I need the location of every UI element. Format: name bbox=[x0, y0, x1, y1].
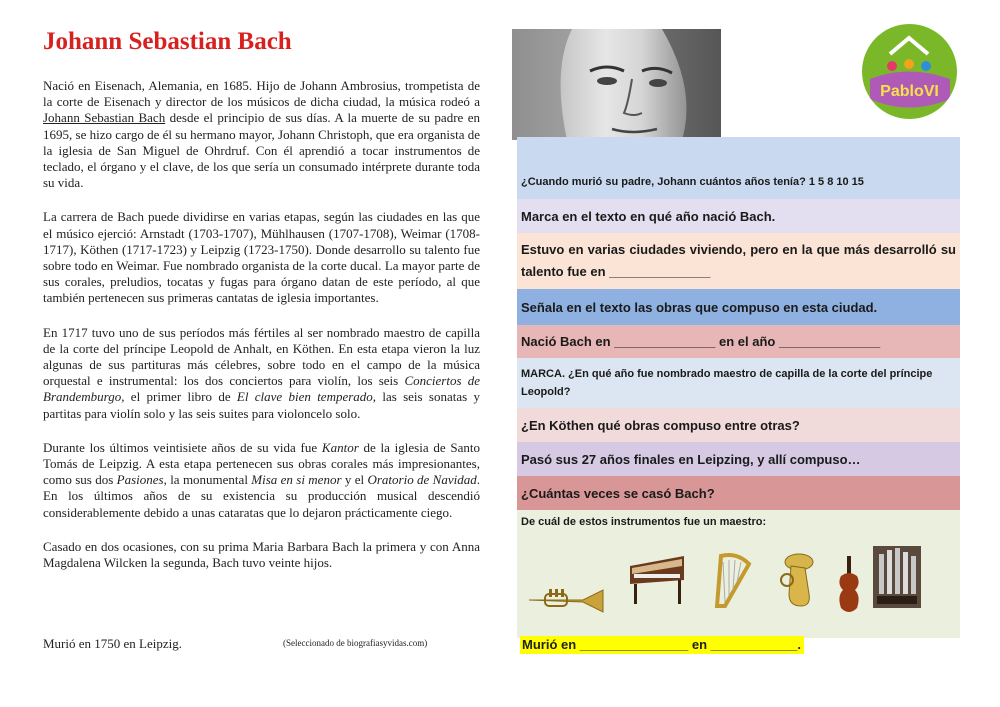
harpsichord-icon[interactable] bbox=[626, 546, 688, 608]
paragraph-2: La carrera de Bach puede dividirse en varias etapas, según las ciudades en las que el músico ejerció: Arnstadt (1703-1707), Mühlhausen (1707-1708), Weimar (1708-1717), Köthen (1717-1723) y Leipzig (1723-1750). Donde desarrollo su talento fue sobre todo en Weimar. Fue nombrado organista de la corte ducal. La mayor parte de sus corales, preludios, tocatas y fugas para órgano datan de este período, al que también pertenecen sus primeras cantatas de iglesia importantes. bbox=[43, 209, 480, 306]
question-birth-year[interactable]: Marca en el texto en qué año nació Bach. bbox=[517, 199, 960, 233]
paragraph-3: En 1717 tuvo uno de sus períodos más fértiles al ser nombrado maestro de capilla de la corte del príncipe Leopold de Anhalt, en Köthen. En esta etapa vieron la luz algunas de sus partituras más célebres, sobre todo en el campo de la música orquestal e instrumental: los dos conciertos para violín, los seis Conciertos de Brandemburgo, el primer libro de El clave bien temperado, las seis sonatas y partitas para violín solo y las seis suites para violoncelo solo. bbox=[43, 324, 480, 421]
question-instruments bbox=[517, 510, 960, 638]
paragraph-4: Durante los últimos veintisiete años de su vida fue Kantor de la iglesia de Santo Tomás de Leipzig. A esta etapa pertenecen sus obras corales más impresionantes, como sus dos Pasiones, la monumental Misa en si menor y el Oratorio de Navidad. En los últimos años de su existencia su producción musical descendió considerablemente debido a unas cataratas que lo dejaron prácticamente ciego. bbox=[43, 439, 480, 520]
school-logo bbox=[862, 24, 957, 119]
source-note: (Seleccionado de biografiasyvidas.com) bbox=[283, 638, 428, 648]
portrait-sketch bbox=[512, 29, 721, 140]
question-death[interactable]: Murió en _______________ en ____________. bbox=[520, 636, 804, 654]
paragraph-1: Nació en Eisenach, Alemania, en 1685. Hijo de Johann Ambrosius, trompetista de la corte de Eisenach y director de los músicos de dicha ciudad, la música rodeó a Johann Sebastian Bach desde el principio de sus días. A la muerte de su padre en 1695, se hizo cargo de él su hermano mayor, Johann Christoph, que era organista de la iglesia de San Miguel de Ohrdruf. Con él aprendió a tocar instrumentos de teclado, el órgano y el clave, de los que sería un consumado intérprete durante toda su vida. bbox=[43, 78, 480, 191]
logo-text: PabloVI bbox=[880, 83, 939, 100]
question-talent-city[interactable]: Estuvo en varias ciudades viviendo, pero en la que más desarrolló su talento fue en ______________ bbox=[517, 233, 960, 289]
question-birthplace[interactable]: Nació Bach en ______________ en el año ______________ bbox=[517, 325, 960, 358]
question-chapel-master[interactable]: MARCA. ¿En qué año fue nombrado maestro de capilla de la corte del príncipe Leopold? bbox=[517, 358, 960, 408]
bach-portrait-image bbox=[512, 29, 721, 140]
question-marriages[interactable]: ¿Cuántas veces se casó Bach? bbox=[517, 476, 960, 510]
trumpet-icon[interactable] bbox=[525, 586, 607, 616]
biography-column bbox=[43, 28, 480, 589]
worksheet bbox=[517, 137, 960, 638]
question-kothen-works[interactable]: ¿En Köthen qué obras compuso entre otras? bbox=[517, 408, 960, 442]
question-father-age[interactable]: ¿Cuando murió su padre, Johann cuántos años tenía? 1 5 8 10 15 bbox=[517, 137, 960, 199]
question-leipzig-works[interactable]: Pasó sus 27 años finales en Leipzing, y allí compuso… bbox=[517, 442, 960, 476]
organ-icon[interactable] bbox=[873, 546, 921, 608]
harp-icon[interactable] bbox=[711, 550, 755, 610]
page-title: Johann Sebastian Bach bbox=[43, 28, 292, 55]
tuba-icon[interactable] bbox=[775, 550, 817, 610]
logo-graphic bbox=[862, 24, 957, 119]
question-works-city[interactable]: Señala en el texto las obras que compuso en esta ciudad. bbox=[517, 289, 960, 325]
bach-link[interactable]: Johann Sebastian Bach bbox=[43, 110, 166, 126]
violin-icon[interactable] bbox=[835, 556, 863, 616]
paragraph-5: Casado en dos ocasiones, con su prima Maria Barbara Bach la primera y con Anna Magdalena Wilcken la segunda, Bach tuvo veinte hijos. bbox=[43, 538, 480, 571]
footer bbox=[43, 636, 480, 652]
instruments-question: De cuál de estos instrumentos fue un maestro: bbox=[521, 516, 767, 528]
death-line: Murió en 1750 en Leipzig. bbox=[43, 636, 182, 651]
instrument-options bbox=[521, 528, 956, 638]
